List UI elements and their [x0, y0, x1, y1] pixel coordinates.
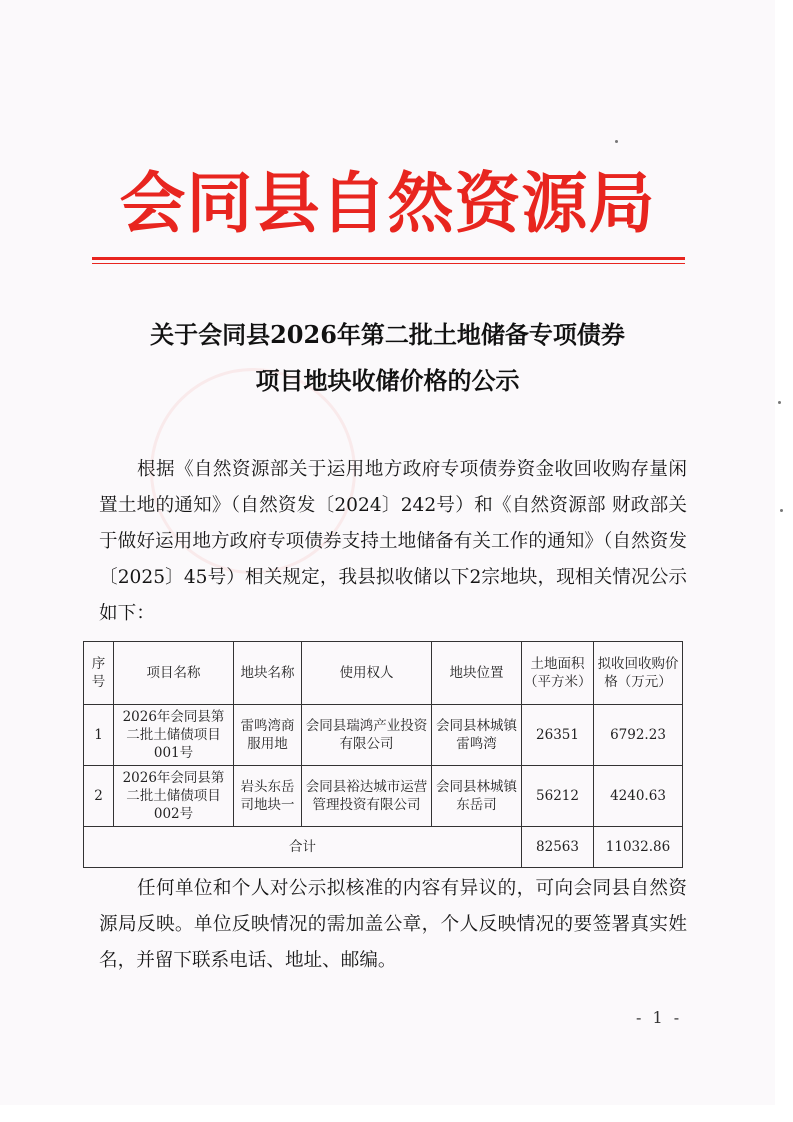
header-cell-parcel: 地块名称 — [234, 642, 302, 705]
cell-area: 56212 — [522, 766, 594, 827]
intro-paragraph: 根据《自然资源部关于运用地方政府专项债券资金收回收购存量闲置土地的通知》（自然资发〔2024〕242号）和《自然资源部 财政部关于做好运用地方政府专项债券支持土地储备有关工作的通知》（自然资发〔2025〕45号）相关规定，我县拟收储以下2宗地块，现相关情况公示如下： — [99, 459, 687, 624]
page-margin-bottom — [0, 1105, 793, 1122]
closing-paragraph: 任何单位和个人对公示拟核准的内容有异议的，可向会同县自然资源局反映。单位反映情况的需加盖公章，个人反映情况的要签署真实姓名，并留下联系电话、地址、邮编。 — [99, 878, 687, 971]
cell-location: 会同县林城镇东岳司 — [432, 766, 522, 827]
total-area-cell: 82563 — [522, 827, 594, 868]
scan-speck — [615, 140, 618, 143]
red-header-rule-thin — [92, 263, 685, 264]
notice-title-line2: 项目地块收储价格的公示 — [255, 366, 520, 395]
cell-price: 6792.23 — [594, 705, 683, 766]
table-row — [84, 705, 683, 766]
issuing-authority-header: 会同县自然资源局 — [119, 164, 656, 242]
table-row — [84, 766, 683, 827]
header-cell-project: 项目名称 — [114, 642, 234, 705]
header-cell-price: 拟收回收购价格（万元） — [594, 642, 683, 705]
total-label-cell: 合计 — [84, 827, 522, 868]
cell-price: 4240.63 — [594, 766, 683, 827]
scan-speck — [778, 401, 781, 404]
cell-index: 2 — [84, 766, 114, 827]
scan-speck — [780, 509, 783, 512]
cell-index: 1 — [84, 705, 114, 766]
header-cell-owner: 使用权人 — [302, 642, 432, 705]
red-header-rule — [92, 257, 685, 260]
header-cell-area: 土地面积（平方米） — [522, 642, 594, 705]
total-price-cell: 11032.86 — [594, 827, 683, 868]
header-cell-location: 地块位置 — [432, 642, 522, 705]
notice-title-line1: 关于会同县2026年第二批土地储备专项债券 — [150, 320, 625, 349]
land-parcel-table — [83, 641, 683, 868]
page-number: - 1 - — [636, 1008, 683, 1027]
table-header-row — [84, 642, 683, 705]
cell-parcel: 雷鸣湾商服用地 — [234, 705, 302, 766]
table-total-row — [84, 827, 683, 868]
cell-location: 会同县林城镇雷鸣湾 — [432, 705, 522, 766]
header-cell-index: 序号 — [84, 642, 114, 705]
page-margin-right — [775, 0, 793, 1105]
cell-project: 2026年会同县第二批土储债项目001号 — [114, 705, 234, 766]
cell-owner: 会同县瑞鸿产业投资有限公司 — [302, 705, 432, 766]
cell-area: 26351 — [522, 705, 594, 766]
cell-project: 2026年会同县第二批土储债项目002号 — [114, 766, 234, 827]
cell-owner: 会同县裕达城市运营管理投资有限公司 — [302, 766, 432, 827]
cell-parcel: 岩头东岳司地块一 — [234, 766, 302, 827]
